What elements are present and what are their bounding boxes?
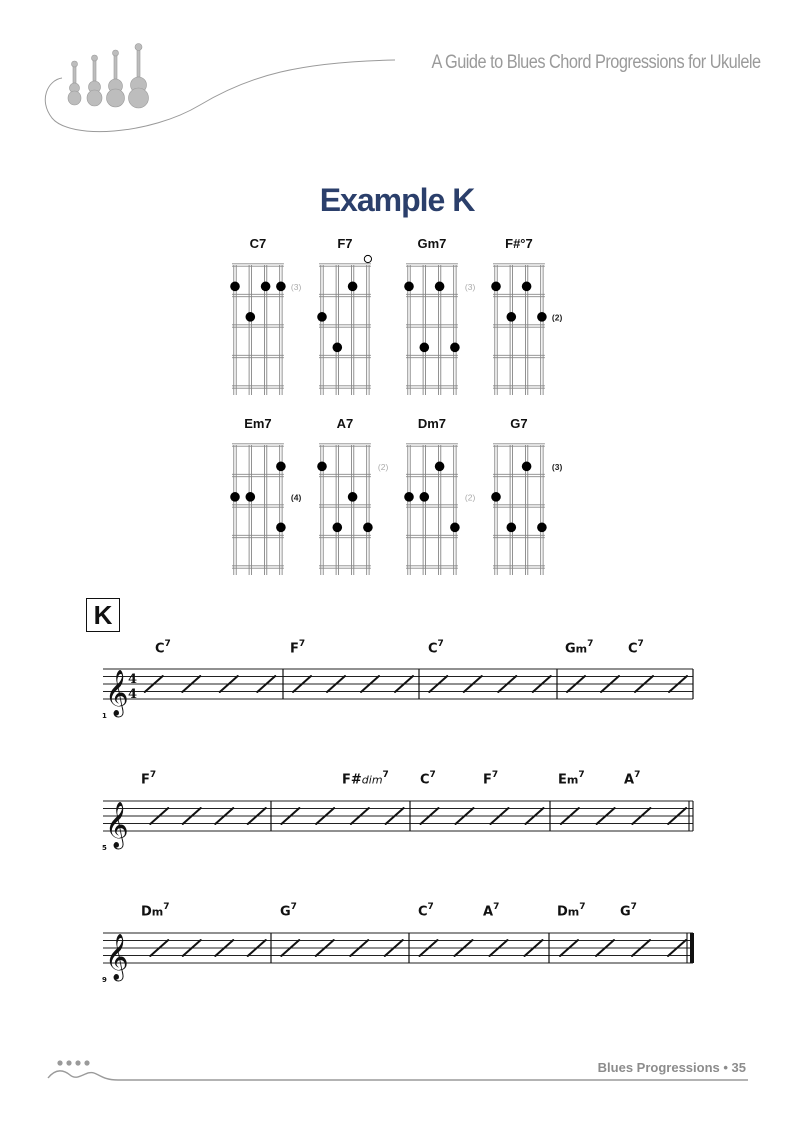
treble-clef-icon: 𝄞: [105, 934, 129, 980]
fret-position-label: (3): [551, 461, 563, 472]
chord-diagram-name: A7: [336, 416, 354, 431]
chord-symbol: $C^7$: [628, 639, 644, 657]
page-footer: Blues Progressions • 35: [597, 1060, 746, 1075]
chord-symbol: Em$^7$: [558, 770, 585, 788]
fret-position-label: (2): [551, 312, 563, 323]
chord-symbol: Gm$^7$: [565, 639, 594, 657]
chord-symbol: $C^7$: [155, 639, 171, 657]
fret-position-label: (3): [464, 281, 476, 292]
chord-symbol: $F^7$: [483, 770, 499, 788]
chord-symbol: Dm$^7$: [557, 902, 586, 920]
chord-diagram-name: F7: [337, 236, 353, 251]
chord-diagram-name: C7: [249, 236, 267, 251]
chord-symbol: $A^7$: [483, 902, 500, 920]
measure-number: 9: [102, 976, 107, 984]
chord-symbol: $A^7$: [624, 770, 641, 788]
treble-clef-icon: 𝄞: [105, 802, 129, 848]
time-signature-bottom: 4: [128, 687, 138, 702]
fret-position-label: (3): [290, 281, 302, 292]
chord-symbol: $G^7$: [620, 902, 637, 920]
chord-symbol: $C^7$: [418, 902, 434, 920]
fret-position-label: (4): [290, 492, 302, 503]
fret-position-label: (2): [377, 461, 389, 472]
chord-symbol: $C^7$: [428, 639, 444, 657]
chord-diagram-name: F#°7: [505, 236, 533, 251]
measure-number: 5: [102, 844, 107, 852]
book-title: A Guide to Blues Chord Progressions for Ukulele: [431, 52, 761, 73]
fret-position-label: (2): [464, 492, 476, 503]
chord-diagram-name: Gm7: [417, 236, 447, 251]
footer-dots-icon: [57, 1060, 89, 1065]
example-title: Example K: [319, 182, 475, 218]
time-signature-top: 4: [128, 672, 138, 687]
treble-clef-icon: 𝄞: [105, 670, 129, 716]
chord-symbol: $C^7$: [420, 770, 436, 788]
chord-symbol: $F^7$: [141, 770, 157, 788]
chord-diagram-name: Em7: [244, 416, 272, 431]
section-label-box: K: [86, 598, 120, 632]
chord-symbol: Dm$^7$: [141, 902, 170, 920]
chord-diagram-name: G7: [510, 416, 528, 431]
measure-number: 1: [102, 712, 107, 720]
chord-symbol: $G^7$: [280, 902, 297, 920]
chord-symbol: F#dim$^7$: [342, 770, 389, 788]
chord-symbol: $F^7$: [290, 639, 306, 657]
chord-diagram-name: Dm7: [417, 416, 447, 431]
